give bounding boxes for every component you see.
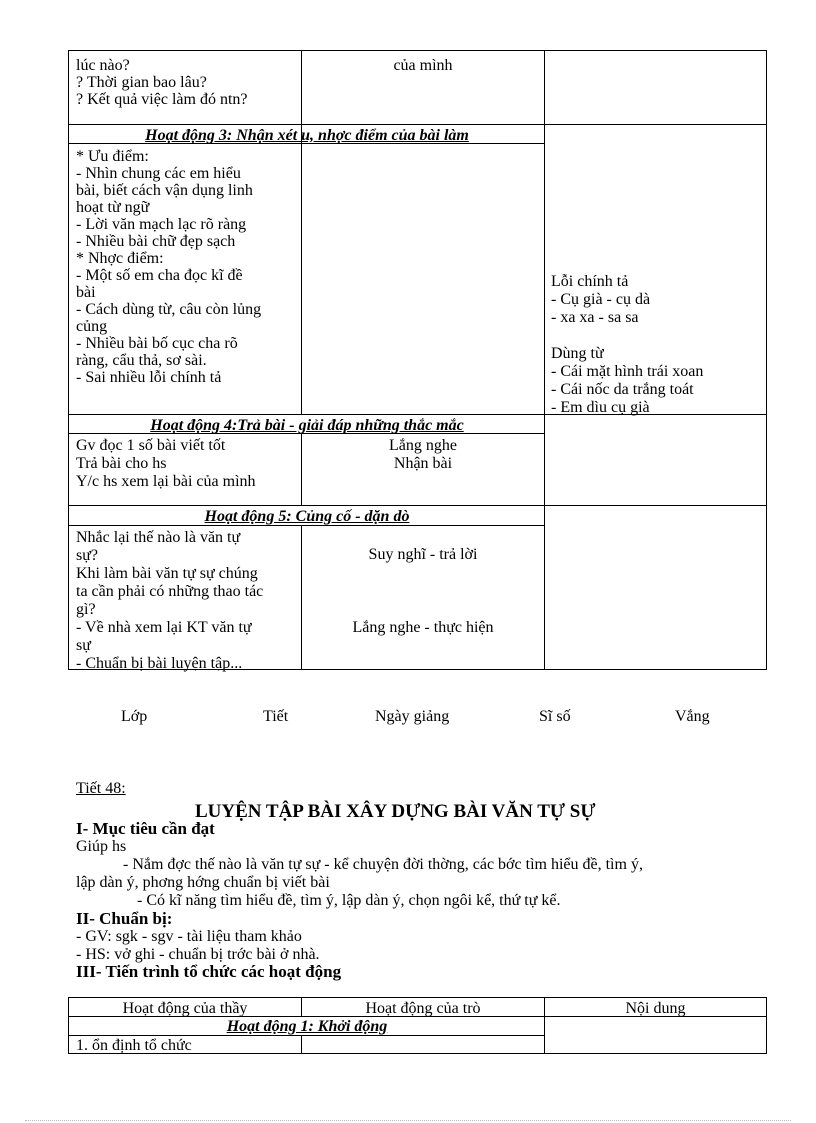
header-student: Hoạt động của trò xyxy=(365,1000,481,1017)
activity4-col2 xyxy=(302,437,544,473)
teaching-date-label: Ngày giảng xyxy=(375,708,450,725)
text-line: - Nhiều bài bố cục cha rõ xyxy=(76,335,238,352)
text-line: - Về nhà xem lại KT văn tự xyxy=(76,619,252,636)
activity5-col2-answer: Suy nghĩ - trả lời xyxy=(368,546,478,563)
text-line: Gv đọc 1 số bài viết tốt xyxy=(76,437,226,454)
text-line: sự xyxy=(76,637,91,654)
activity4-col1 xyxy=(76,437,256,491)
text-line: Lắng nghe xyxy=(389,437,457,454)
section2-line: - HS: vở ghi - chuẩn bị trớc bài ở nhà. xyxy=(76,946,320,963)
text-line: Dùng từ xyxy=(551,345,604,362)
attendance-label: Sĩ số xyxy=(539,708,571,725)
text-line: ta cần phải có những thao tác xyxy=(76,583,264,600)
text-line: lúc nào? xyxy=(76,57,130,74)
text-line: - Cái nốc da trắng toát xyxy=(551,381,694,398)
text-line: Khi làm bài văn tự sự chúng xyxy=(76,565,258,582)
section1-intro: Giúp hs xyxy=(76,838,127,855)
text-line: - Lời văn mạch lạc rõ ràng xyxy=(76,216,247,233)
text-line: - Nhiều bài chữ đẹp sạch xyxy=(76,233,236,250)
period-label: Tiết xyxy=(263,708,289,725)
section2-heading: II- Chuẩn bị: xyxy=(76,909,173,928)
text-line: bài xyxy=(76,284,96,301)
text-line: củng xyxy=(76,318,108,335)
text-line: Lỗi chính tả xyxy=(551,273,629,290)
text-line: * Ưu điểm: xyxy=(76,148,149,165)
text-line: - Cụ già - cụ dà xyxy=(551,291,651,308)
section1-heading: I- Mục tiêu cần đạt xyxy=(76,819,215,838)
text-line: - Em dìu cụ già xyxy=(551,399,650,416)
section1-line: - Có kĩ năng tìm hiểu đề, tìm ý, lập dàn ý, chọn ngôi kể, thứ tự kể. xyxy=(137,892,561,909)
text-line: ràng, cẩu thả, sơ sài. xyxy=(76,352,207,369)
text-line: sự? xyxy=(76,547,98,564)
section1-line: lập dàn ý, phơng hớng chuẩn bị viết bài xyxy=(76,874,330,891)
text-line: bài, biết cách vận dụng linh xyxy=(76,182,253,199)
class-label: Lớp xyxy=(121,708,148,725)
row-first-col1 xyxy=(76,57,248,108)
activity3-col3 xyxy=(551,273,703,417)
section1-line: - Nắm đợc thế nào là văn tự sự - kể chuyện đời thờng, các bớc tìm hiểu đề, tìm ý, xyxy=(123,856,643,873)
text-line: Nhận bài xyxy=(393,455,453,472)
text-line: - Sai nhiều lỗi chính tả xyxy=(76,369,222,386)
text-line: Nhắc lại thế nào là văn tự xyxy=(76,529,241,546)
header-teacher: Hoạt động của thầy xyxy=(122,1000,248,1017)
text-line xyxy=(551,327,703,345)
text-line: hoạt từ ngữ xyxy=(76,199,150,216)
text-line: Trả bài cho hs xyxy=(76,455,167,472)
activity1-header: Hoạt động 1: Khởi động xyxy=(226,1018,388,1035)
lesson-period: Tiết 48: xyxy=(76,780,126,797)
lesson-title: LUYỆN TẬP BÀI XÂY DỰNG BÀI VĂN TỰ SỰ xyxy=(195,801,596,822)
row1-col1: 1. ổn định tổ chức xyxy=(76,1037,192,1054)
text-line: - Cái mặt hình trái xoan xyxy=(551,363,704,380)
text-line: - xa xa - sa sa xyxy=(551,309,639,326)
text-line: - Một số em cha đọc kĩ đề xyxy=(76,267,243,284)
text-line: ? Kết quả việc làm đó ntn? xyxy=(76,91,248,108)
text-line: Y/c hs xem lại bài của mình xyxy=(76,473,256,490)
text-line: * Nhợc điểm: xyxy=(76,250,164,267)
activity4-header: Hoạt động 4:Trả bài - giải đáp những thắc mắc xyxy=(150,417,464,434)
text-line: - Nhìn chung các em hiểu xyxy=(76,165,241,182)
activity5-col2-practice: Lắng nghe - thực hiện xyxy=(352,619,494,636)
text-line: gì? xyxy=(76,601,96,618)
section2-line: - GV: sgk - sgv - tài liệu tham khảo xyxy=(76,928,302,945)
row-first-col2: của mình xyxy=(393,57,453,74)
activity3-col1 xyxy=(76,148,261,386)
text-line: - Chuẩn bị bài luyện tập... xyxy=(76,655,243,672)
text-line: ? Thời gian bao lâu? xyxy=(76,74,207,91)
activity5-header: Hoạt động 5: Củng cố - dặn dò xyxy=(204,508,410,525)
section3-heading: III- Tiến trình tổ chức các hoạt động xyxy=(76,962,342,981)
header-content: Nội dung xyxy=(625,1000,686,1017)
activity3-header: Hoạt động 3: Nhận xét u, nhợc điểm của bài làm xyxy=(145,127,469,144)
activity5-col1 xyxy=(76,529,263,673)
text-line: - Cách dùng từ, câu còn lủng xyxy=(76,301,262,318)
page-bottom-border xyxy=(25,1120,791,1121)
absent-label: Vắng xyxy=(675,708,710,725)
